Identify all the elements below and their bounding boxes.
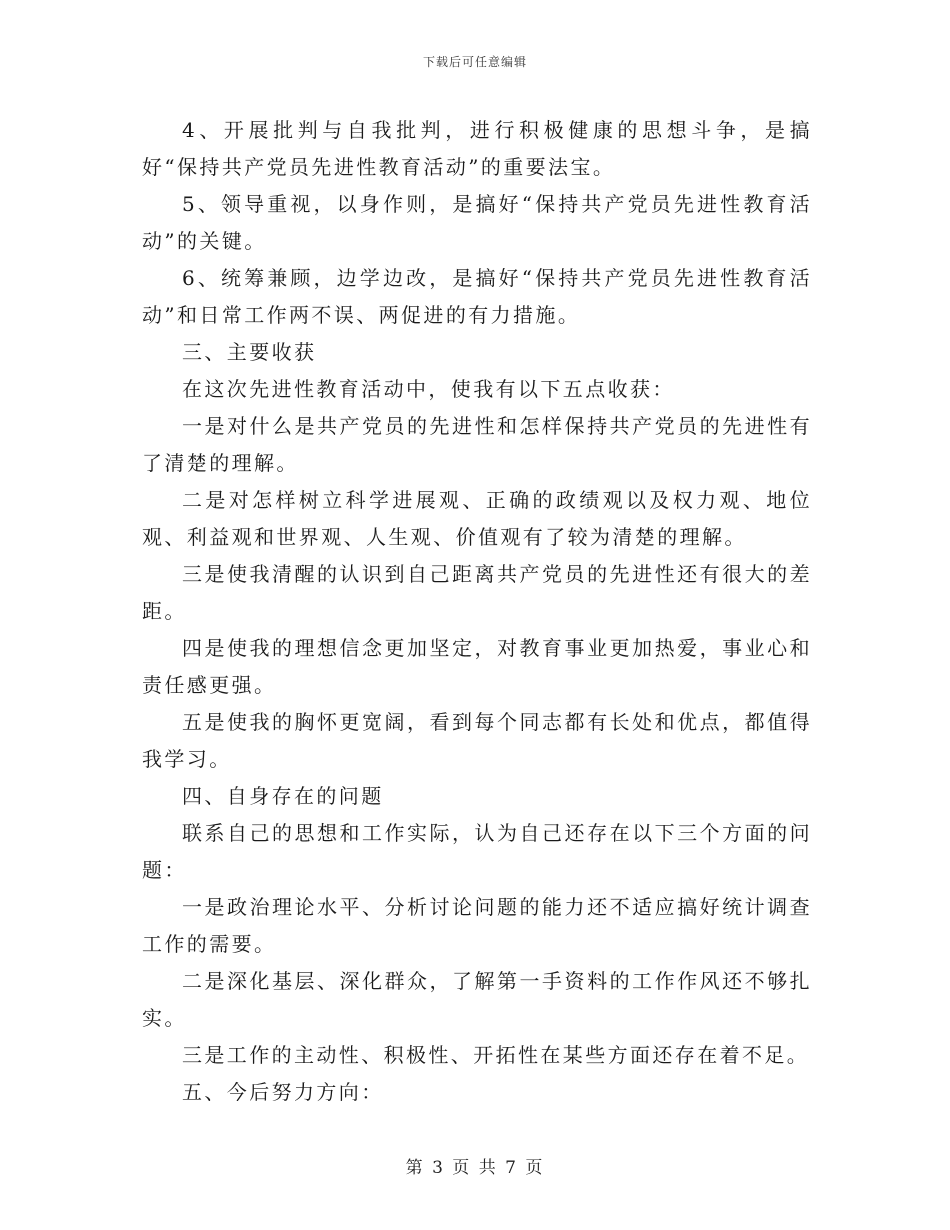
page-header: 下载后可任意编辑 [422, 55, 527, 69]
paragraph: 在这次先进性教育活动中，使我有以下五点收获： [182, 377, 675, 401]
paragraph: 4、开展批判与自我批判，进行积极健康的思想斗争，是搞好“保持共产党员先进性教育活动”的重要法宝。 [142, 118, 812, 179]
section-heading: 三、主要收获 [182, 340, 317, 364]
paragraph: 三是工作的主动性、积极性、开拓性在某些方面还存在着不足。 [182, 1043, 810, 1067]
paragraph: 一是对什么是共产党员的先进性和怎样保持共产党员的先进性有了清楚的理解。 [142, 414, 812, 475]
paragraph: 二是对怎样树立科学进展观、正确的政绩观以及权力观、地位观、利益观和世界观、人生观、价值观有了较为清楚的理解。 [142, 488, 812, 549]
paragraph: 二是深化基层、深化群众，了解第一手资料的工作作风还不够扎实。 [142, 969, 812, 1030]
section-heading: 五、今后努力方向： [182, 1080, 384, 1104]
paragraph: 联系自己的思想和工作实际，认为自己还存在以下三个方面的问题： [142, 821, 812, 882]
paragraph: 三是使我清醒的认识到自己距离共产党员的先进性还有很大的差距。 [142, 562, 812, 623]
page-number: 第 3 页 共 7 页 [405, 1158, 545, 1178]
paragraph: 五是使我的胸怀更宽阔，看到每个同志都有长处和优点，都值得我学习。 [142, 710, 812, 771]
paragraph: 四是使我的理想信念更加坚定，对教育事业更加热爱，事业心和责任感更强。 [142, 636, 812, 697]
section-heading: 四、自身存在的问题 [182, 784, 384, 808]
paragraph: 一是政治理论水平、分析讨论问题的能力还不适应搞好统计调查工作的需要。 [142, 895, 812, 956]
paragraph: 6、统筹兼顾，边学边改，是搞好“保持共产党员先进性教育活动”和日常工作两不误、两促进的有力措施。 [142, 266, 812, 327]
paragraph: 5、领导重视，以身作则，是搞好“保持共产党员先进性教育活动”的关键。 [142, 192, 812, 253]
document-body [142, 112, 812, 1111]
